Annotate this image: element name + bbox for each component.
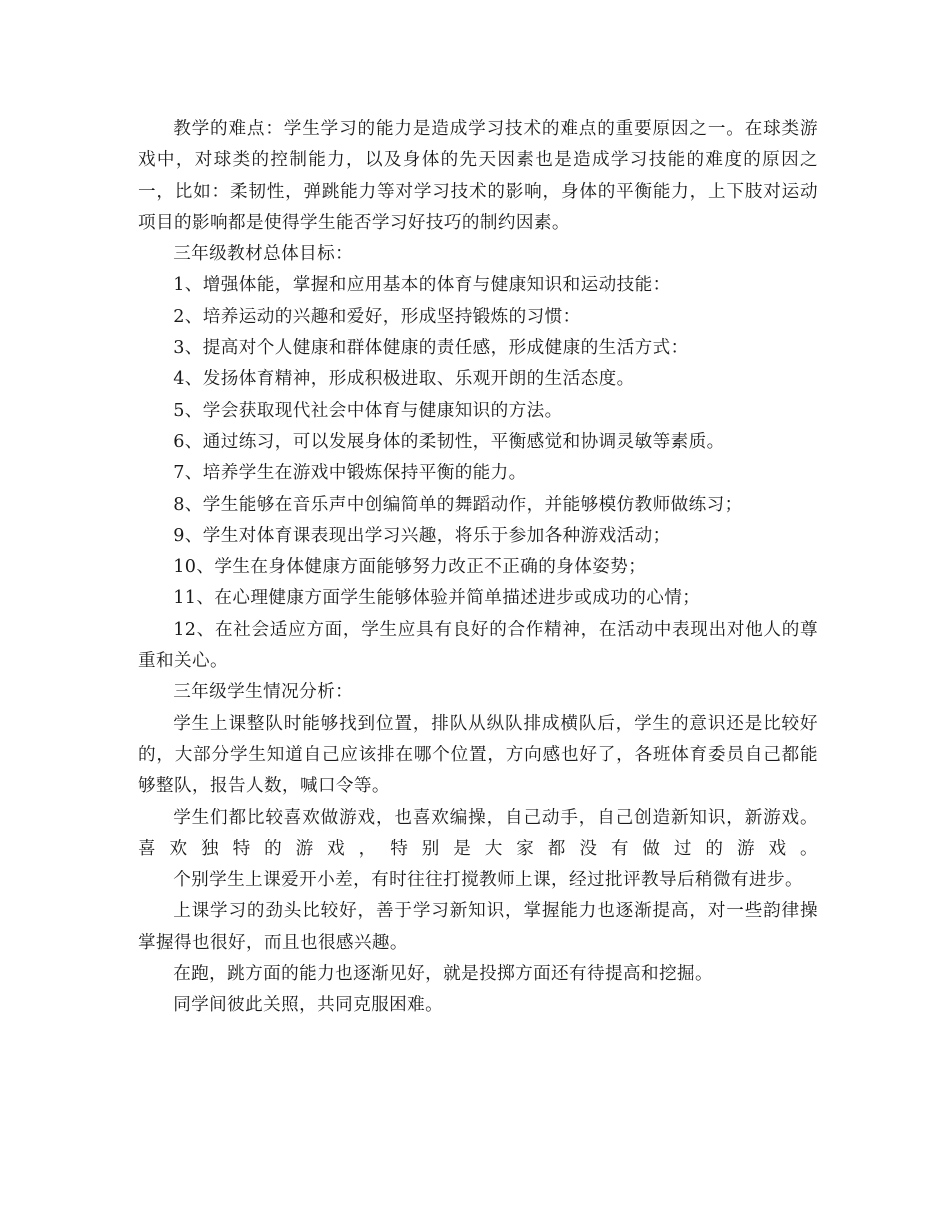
heading-grade3-goals: 三年级教材总体目标： (173, 244, 354, 265)
goal-item-10: 10、学生在身体健康方面能够努力改正不正确的身体姿势； (173, 557, 647, 578)
paragraph-learning-attitude: 上课学习的劲头比较好，善于学习新知识，掌握能力也逐渐提高，对一些韵律操掌握得也很好，而且也很感兴趣。 (138, 901, 818, 953)
paragraph-running-jumping: 在跑，跳方面的能力也逐渐见好，就是投掷方面还有待提高和挖掘。 (173, 964, 714, 985)
goal-item-3: 3、提高对个人健康和群体健康的责任感，形成健康的生活方式： (173, 338, 689, 359)
goal-item-5: 5、学会获取现代社会中体育与健康知识的方法。 (173, 400, 563, 421)
goal-item-2: 2、培养运动的兴趣和爱好，形成坚持锻炼的习惯： (173, 306, 581, 327)
document-body (138, 114, 818, 1022)
goal-item-11: 11、在心理健康方面学生能够体验并简单描述进步或成功的心情； (173, 588, 701, 609)
heading-student-analysis: 三年级学生情况分析： (173, 682, 354, 703)
goal-item-6: 6、通过练习，可以发展身体的柔韧性，平衡感觉和协调灵敏等素质。 (173, 431, 725, 452)
goal-item-9: 9、学生对体育课表现出学习兴趣，将乐于参加各种游戏活动； (173, 525, 671, 546)
paragraph-mutual-care: 同学间彼此关照，共同克服困难。 (173, 995, 444, 1016)
goal-item-12: 12、在社会适应方面，学生应具有良好的合作精神，在活动中表现出对他人的尊重和关心。 (138, 619, 818, 672)
paragraph-games: 学生们都比较喜欢做游戏，也喜欢编操，自己动手，自己创造新知识，新游戏。喜欢独特的游戏，特别是大家都没有做过的游戏。 (138, 807, 818, 859)
paragraph-distraction: 个别学生上课爱开小差，有时往往打搅教师上课，经过批评教导后稍微有进步。 (173, 870, 803, 891)
paragraph-teaching-difficulty: 教学的难点：学生学习的能力是造成学习技术的难点的重要原因之一。在球类游戏中，对球类的控制能力，以及身体的先天因素也是造成学习技能的难度的原因之一，比如：柔韧性，弹跳能力等对学习技术的影响，身体的平衡能力，上下肢对运动项目的影响都是使得学生能否学习好技巧的制约因素。 (138, 119, 818, 233)
goal-item-1: 1、增强体能，掌握和应用基本的体育与健康知识和运动技能： (173, 275, 671, 296)
goal-item-8: 8、学生能够在音乐声中创编简单的舞蹈动作，并能够模仿教师做练习； (173, 494, 743, 515)
goal-item-7: 7、培养学生在游戏中锻炼保持平衡的能力。 (173, 463, 527, 484)
goal-item-4: 4、发扬体育精神，形成积极进取、乐观开朗的生活态度。 (173, 369, 635, 390)
paragraph-lineup: 学生上课整队时能够找到位置，排队从纵队排成横队后，学生的意识还是比较好的，大部分学生知道自己应该排在哪个位置，方向感也好了，各班体育委员自己都能够整队，报告人数，喊口令等。 (138, 713, 818, 797)
